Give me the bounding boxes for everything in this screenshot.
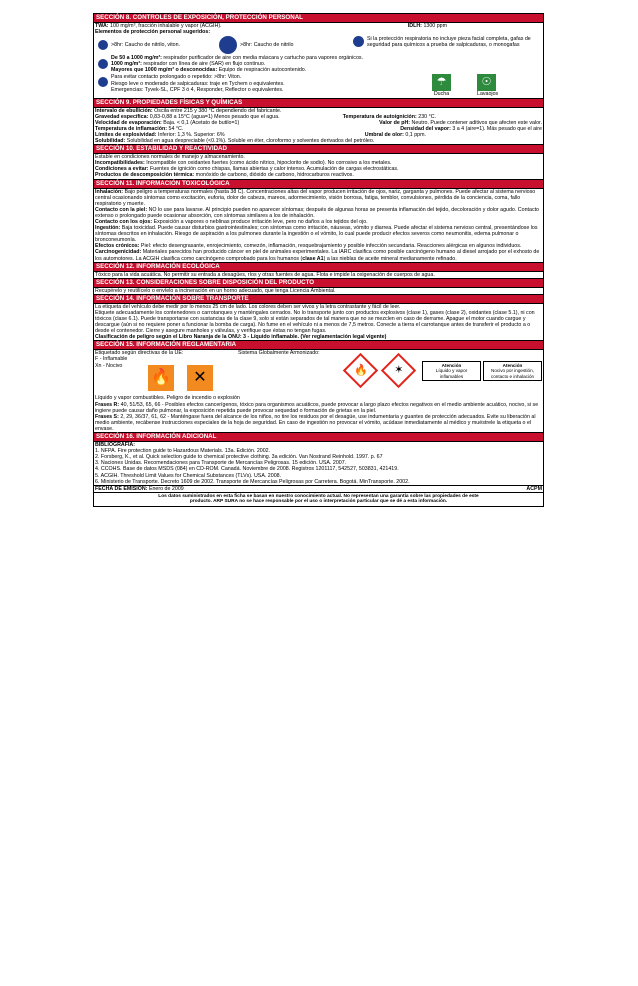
reference-item: 5. ACGIH. Threshold Limit Values for Chemical Substances (TLVs). USA. 2008. <box>95 472 282 479</box>
section-8-body: TWA: 100 mg/m³, fracción inhalable y vapor (ACGIH). IDLH: 1300 ppm Elementos de protección personal sugeridos: >8hr: Caucho de nitrilo, viton. >8hr: Caucho de nitrilo Si la protección respiratoria no incluye pieza facial completa, gafas de seguridad para químicos a prueba de salpicaduras, o monogafas De 50 a 1000 mg/m³: respirador purificador de aire con media máscara y cartucho para vapores orgánicos. 1000 mg/m³: respirador con línea de aire (SAR) en flujo continuo. Mayores que 1000 mg/m³ o desconocidas: Equipo de respiración autocontenido. Para evitar contacto prolongado o repetido: >8hr: Viton. Riesgo leve o moderado de salpicaduras: traje en Tychem o equivalentes. Emergencias: Tyvek-SL, CPF 3 ó 4, Responder, Reflector o equivalentes. ☂ Ducha ☉ Lavaojos <box>93 22 544 98</box>
xn-harmful-label: Xn - Nocivo <box>95 362 123 369</box>
warning-box-flammable: Atención Líquido y vapor inflamables <box>422 361 481 381</box>
idlh-value: 1300 ppm <box>423 23 447 29</box>
gloves-icon <box>98 40 108 50</box>
respirator-icon <box>98 59 108 69</box>
twa-value: 100 mg/m³, fracción inhalable y vapor (ACGIH). <box>108 23 222 29</box>
protective-suit-icon <box>98 77 108 87</box>
section-15-body: Etiquetado según directivas de la UE: F - Inflamable Xn - Nocivo Sistema Globalmente Armonizado: 🔥 ✶ Atención Líquido y vapor inflamables Atención Nocivo por ingestión, contacto e inhalación 🔥 ✕ Líquido y vapor combustibles. Peligro de incendio o explosión Frases R: 40, 51/53, 65, 66 - Posibles efectos cancerígenos, tóxico para organismos acuáticos, puede provocar a largo plazo efectos negativos en el medio ambiente acuático, nocivo, si se ingiere puede causar daño pulmonar, la exposición repetida puede provocar sequedad o formación de grietas en la piel. Frases S: 2, 29, 36/37, 61, 62 - Manténgase fuera del alcance de los niños, no tire los residuos por el desagüe, use indumentaria y guantes de protección adecuados. Evite su liberación al medio ambiente, recábense instrucciones especiales de la hoja de seguridad. En caso de ingestión no provocar el vómito, acúdase inmediatamente al médico y muéstrele la etiqueta o el envase. <box>93 349 544 432</box>
f-flammable-label: F - Inflamable <box>95 356 128 363</box>
section-16-header: SECCIÓN 16. INFORMACIÓN ADICIONAL <box>93 432 544 441</box>
warning-box-harmful: Atención Nocivo por ingestión, contacto e inhalación <box>483 361 542 381</box>
product-name: ACPM <box>526 485 542 492</box>
emission-row: FECHA DE EMISIÓN: Enero de 2009 ACPM <box>95 485 542 492</box>
section-8-header: SECCIÓN 8. CONTROLES DE EXPOSICIÓN, PROTECCIÓN PERSONAL <box>93 13 544 22</box>
eye-protection-text: Si la protección respiratoria no incluye pieza facial completa, gafas de seguridad para químicos a prueba de salpicaduras, o monogafas <box>367 36 531 49</box>
reference-item: 6. Ministerio de Transporte. Decreto 1609 de 2002. Transporte de Mercancías Peligrosas por Carretera. Bogotá. MinTransporte. 2002. <box>95 478 410 485</box>
reference-item: 2. Forsberg, K., et al. Quick selection guide to chemical protective clothing. 3a edición. Van Nostrand Reinhold. 1997. p. 67 <box>95 454 383 461</box>
section-12-header: SECCIÓN 12. INFORMACIÓN ECOLÓGICA <box>93 262 544 271</box>
section-13-header: SECCIÓN 13. CONSIDERACIONES SOBRE DISPOSICIÓN DEL PRODUCTO <box>93 278 544 287</box>
section-12-body: Tóxico para la vida acuática. No permitir su entrada a desagües, ríos y otras fuentes de agua. Flota e impide la oxigenación de cuerpos de agua. <box>93 271 544 278</box>
section-9-body: Intervalo de ebullición: Oscila entre 215 y 380 °C dependiendo del fabricante. Gravedad específica: 0,83-0,88 a 15°C (agua=1) Menos pesado que el agua. Temperatura de autoignición: 230 °C. Velocidad de evaporación: Baja. < 0,1 (Acetato de butilo=1) Valor de pH: Neutro. Puede contener aditivos que afecten este valor. Temperatura de inflamación: 54 °C. Densidad del vapor: 3 a 4 (aire=1). Más pesado que el aire Límites de explosividad: Inferior: 1,3 %. Superior: 6% Umbral de olor: 0,1 ppm. Solubilidad: Solubilidad en agua despreciable (<0.1%). Soluble en éter, cloroformo y solventes derivados del petróleo. <box>95 107 542 145</box>
reference-item: 1. NFPA. Fire protection guide to Hazardous Materials. 13a. Edición. 2002. <box>95 448 271 455</box>
ppe-label: Elementos de protección personal sugeridos: <box>95 29 211 36</box>
section-9-header: SECCIÓN 9. PROPIEDADES FÍSICAS Y QUÍMICAS <box>93 98 544 107</box>
section-11-header: SECCIÓN 11. INFORMACIÓN TOXICOLÓGICA <box>93 179 544 188</box>
ghs-health-hazard-icon: ✶ <box>381 353 416 388</box>
section-10-body: Estable en condiciones normales de manejo y almacenamiento. Incompatibilidades: Incompatible con oxidantes fuertes (como ácido nítrico, hipoclorito de sodio). No corrosivo a los metales. Condiciones a evitar: Fuentes de ignición como chispas, llamas abiertas y calor intenso. Acumulación de cargas electrostáticas. Productos de descomposición térmica: monóxido de carbono, dióxido de carbono, hidrocarburos reactivos. <box>93 153 544 178</box>
reference-item: 3. Naciones Unidas. Recomendaciones para Transporte de Mercancías Peligrosas. 15 edición. USA. 2007. <box>95 460 347 467</box>
section-15-header: SECCIÓN 15. INFORMACIÓN REGLAMENTARIA <box>93 340 544 349</box>
emission-date: Enero de 2009 <box>148 485 184 492</box>
disclaimer-footer: Los datos suministrados en esta ficha se basan en nuestro conocimiento actual. No representan una garantía sobre las propiedades de este producto. ARP SURA no se hace responsable por el uso o interpretación particular que se dé a esta información. <box>93 493 544 507</box>
eu-harmful-icon: ✕ <box>187 365 213 391</box>
msds-sheet <box>93 13 544 507</box>
goggles-icon <box>353 36 364 47</box>
section-11-body: Inhalación: Bajo peligro a temperaturas normales (hasta 38 C). Concentraciones altas del vapor producen irritación de ojos, nariz, garganta y pulmones. Puede afectar al sistema nervioso central ocasionando síntomas como excitación, euforia, dolor de cabeza, mareos, adormecimiento, visión borrosa, fatiga, temblor, convulsiones, pérdida de la conciencia, coma, fallo respiratorio y muerte. Contacto con la piel: NO lo use para lavarse. Al principio pueden no aparecer síntomas; después de algunas horas se presenta inflamación del tejido, decoloración y dolor agudo. Contacto extenso o prolongado puede ocasionar absorción, con síntomas similares a los de inhalación. Contacto con los ojos: Exposición a vapores o neblinas produce irritación leve, pero no daños a los tejidos del ojo. Ingestión: Baja toxicidad. Puede causar disturbios gastrointestinales; con síntomas como irritación, náuseas, vómito y diarrea. Puede afectar el sistema nervioso central, presentándose los síntomas descritos en inhalación. Riesgo de aspiración a los pulmones durante la ingestión o el vómito, lo cual puede producir efectos severos como neumonitis, edema pulmonar o bronconeumonía. Efectos crónicos: Piel: efecto desengrasante, enrojecimiento, comezón, inflamación, resquebrajamiento y posible infección secundaria. Reacciones alérgicas en algunos individuos. Carcinogenicidad: Materiales parecidos han producido cáncer en piel de animales experimentales. La IARC clasifica como posible carcinógeno humano al diesel arrojado por el exhosto de los automotores. La ACGIH clasifica como carcinógeno comprobado para los humanos (clase A1) a las nieblas de aceite mineral medianamente refinado. <box>93 188 544 262</box>
section-16-body: BIBLIOGRAFIA: 1. NFPA. Fire protection guide to Hazardous Materials. 13a. Edición. 2002. 2. Forsberg, K., et al. Quick selection guide to chemical protective clothing. 3a edición. Van Nostrand Reinhold. 1997. p. 67 3. Naciones Unidas. Recomendaciones para Transporte de Mercancías Peligrosas. 15 edición. USA. 2007. 4. CCOHS. Base de datos MSDS (084) en CD-ROM. Canadá. Noviembre de 2008. Registros 1201117, 542527, 503831, 421419. 5. ACGIH. Threshold Limit Values for Chemical Substances (TLVs). USA. 2008. 6. Ministerio de Transporte. Decreto 1609 de 2002. Transporte de Mercancías Peligrosas por Carretera. Bogotá. MinTransporte. 2002. <box>93 441 544 485</box>
section-14-body: La etiqueta del vehículo debe medir por lo menos 25 cm de lado. Los colores deben ser vivos y la letra contrastante y fácil de leer. Etiquete adecuadamente los contenedores o carrotanques y manténgales cerrados. No lo transporte junto con productos explosivos (clase 1), gases (clase 2), oxidantes (clase 5.1), ni con tóxicos (clase 6.1). Puede transportarse con sustancias de la clase 9, solo si están separados de tal manera que no se mezclen en caso de derrame. Apague el motor cuando cargue y descargue (aún si no requiere poner a funcionar la bomba de carga). No fume en el vehículo ni a menos de 7,5 metros. Conecte a tierra el carrotanque antes de transferir el producto a o desde el contenedor. Cierre y asegure manholes y válvulas, y verifique que éstas no tengan fugas. Clasificación de peligro según el Libro Naranja de la ONU: 3 - Líquido inflamable. (Ver reglamentación legal vigente) <box>93 303 544 341</box>
eyewash-icon: ☉ <box>477 74 496 91</box>
shower-icon: ☂ <box>432 74 451 91</box>
eu-flammable-icon: 🔥 <box>148 365 174 391</box>
ghs-flame-icon: 🔥 <box>343 353 378 388</box>
section-10-header: SECCIÓN 10. ESTABILIDAD Y REACTIVIDAD <box>93 144 544 153</box>
reference-item: 4. CCOHS. Base de datos MSDS (084) en CD-ROM. Canadá. Noviembre de 2008. Registros 1201117, 542527, 503831, 421419. <box>95 466 399 473</box>
section-14-header: SECCIÓN 14. INFORMACIÓN SOBRE TRANSPORTE <box>93 294 544 303</box>
section-13-body: Recupérelo y reutilícelo o envíelo a incineración en un horno adecuado, que tenga Licencia Ambiental. <box>93 287 544 294</box>
face-shield-icon <box>219 36 237 54</box>
